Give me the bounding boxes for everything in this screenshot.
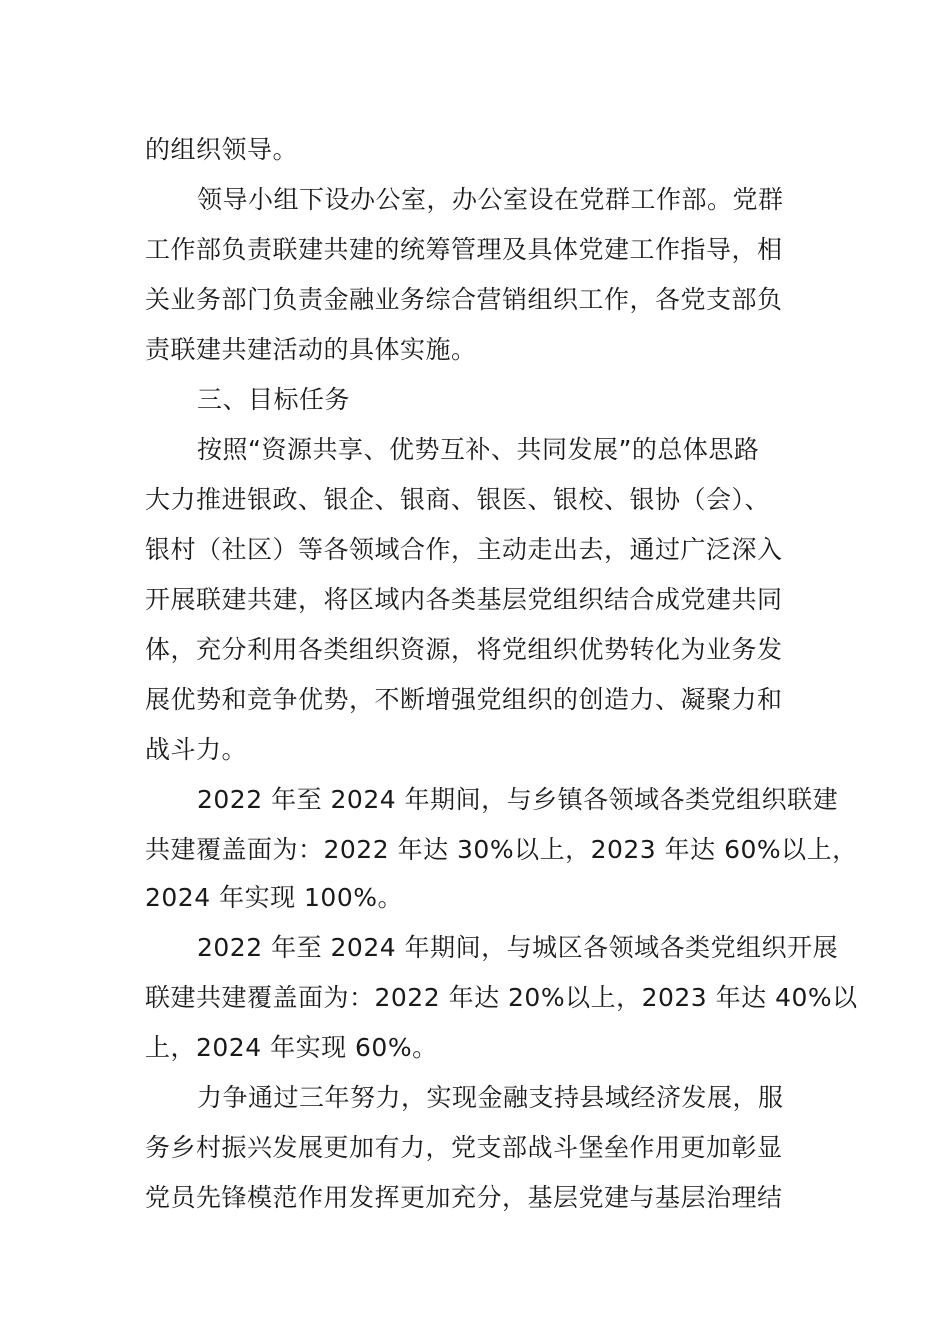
text-line: 责联建共建活动的具体实施。 [145,335,477,364]
text-line: 的组织领导。 [145,135,299,164]
text-line: 大力推进银政、银企、银商、银医、银校、银协（会）、 [145,485,771,514]
text-line: 战斗力。 [145,735,248,764]
paragraph-start-line: 2022 年至 2024 年期间，与城区各领域各类党组织开展 [197,933,839,962]
text-line: 联建共建覆盖面为：2022 年达 20%以上，2023 年达 40%以 [145,983,858,1012]
section-heading: 三、目标任务 [197,385,351,414]
text-line: 党员先锋模范作用发挥更加充分，基层党建与基层治理结 [145,1183,783,1212]
text-line: 展优势和竞争优势，不断增强党组织的创造力、凝聚力和 [145,685,783,714]
paragraph-start-line: 领导小组下设办公室，办公室设在党群工作部。党群 [197,185,784,214]
text-line: 2024 年实现 100%。 [145,883,403,912]
text-line: 银村（社区）等各领域合作，主动走出去，通过广泛深入 [145,535,783,564]
paragraph-start-line: 力争通过三年努力，实现金融支持县域经济发展，服 [197,1083,784,1112]
text-line: 上，2024 年实现 60%。 [145,1033,438,1062]
text-line: 共建覆盖面为：2022 年达 30%以上，2023 年达 60%以上， [145,835,858,864]
text-line: 工作部负责联建共建的统筹管理及具体党建工作指导，相 [145,235,783,264]
text-line: 关业务部门负责金融业务综合营销组织工作，各党支部负 [145,285,783,314]
text-line: 体，充分利用各类组织资源，将党组织优势转化为业务发 [145,635,783,664]
text-line: 开展联建共建，将区域内各类基层党组织结合成党建共同 [145,585,783,614]
paragraph-start-line: 按照“资源共享、优势互补、共同发展”的总体思路 [197,435,760,464]
text-line: 务乡村振兴发展更加有力，党支部战斗堡垒作用更加彰显 [145,1133,783,1162]
paragraph-start-line: 2022 年至 2024 年期间，与乡镇各领域各类党组织联建 [197,785,839,814]
